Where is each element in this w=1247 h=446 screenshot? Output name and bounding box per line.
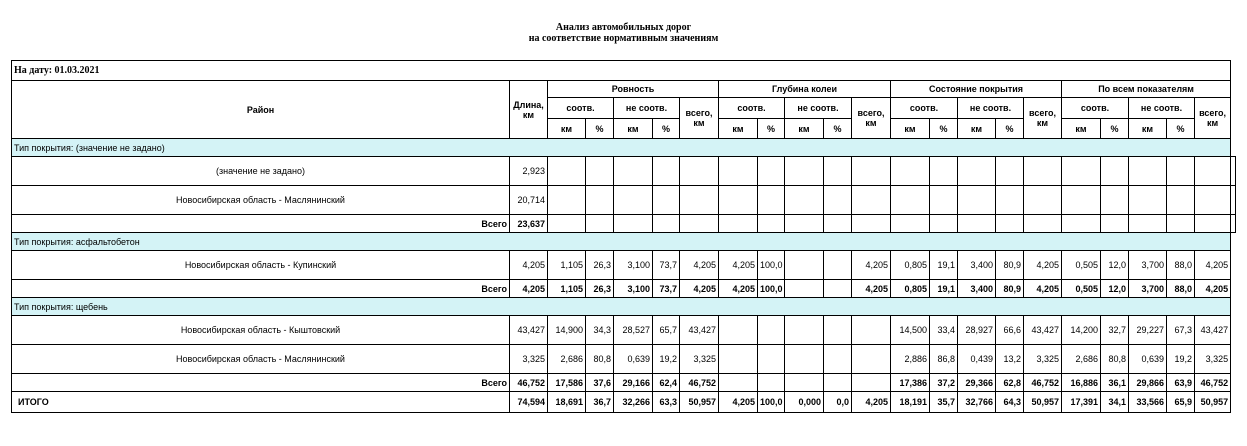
cell-value: 80,8: [1101, 345, 1129, 374]
cell-value: 0,505: [1062, 251, 1101, 280]
cell-value: [1167, 157, 1195, 186]
cell-value: 4,205: [680, 280, 719, 298]
cell-value: 4,205: [510, 251, 548, 280]
unit-km-header: км: [785, 119, 824, 139]
total-km-header-evenness: всего, км: [680, 98, 719, 139]
cell-value: 19,1: [930, 251, 958, 280]
cell-value: [653, 157, 680, 186]
district-name: Новосибирская область - Купинский: [12, 251, 510, 280]
cell-value: 0,505: [1062, 280, 1101, 298]
cell-value: [758, 215, 785, 233]
cell-value: 2,686: [1062, 345, 1101, 374]
cell-value: 3,700: [1129, 280, 1167, 298]
not-comply-header-rut-depth: не соотв.: [785, 98, 852, 119]
cell-value: [1129, 215, 1167, 233]
cell-value: [1231, 186, 1236, 215]
cell-value: 46,752: [1195, 374, 1231, 392]
cell-value: [586, 186, 614, 215]
unit-pct-header: %: [653, 119, 680, 139]
cell-value: 16,886: [1062, 374, 1101, 392]
cell-value: 3,100: [614, 251, 653, 280]
section-header-row: [12, 298, 1236, 316]
cell-value: 0,439: [958, 345, 996, 374]
cell-value: 4,205: [680, 251, 719, 280]
cell-value: [614, 157, 653, 186]
district-name: (значение не задано): [12, 157, 510, 186]
group-header-all-indicators: По всем показателям: [1062, 81, 1231, 98]
report-title: [0, 22, 1247, 44]
cell-value: 65,9: [1167, 392, 1195, 413]
cell-value: [785, 374, 824, 392]
cell-value: 0,639: [1129, 345, 1167, 374]
cell-value: 19,2: [1167, 345, 1195, 374]
cell-value: [614, 186, 653, 215]
report-table: [11, 60, 1236, 413]
section-label: Тип покрытия: асфальтобетон: [12, 233, 1231, 251]
cell-value: 73,7: [653, 280, 680, 298]
cell-value: 65,7: [653, 316, 680, 345]
unit-km-header: км: [1129, 119, 1167, 139]
group-header-evenness: Ровность: [548, 81, 719, 98]
cell-value: [785, 280, 824, 298]
cell-value: [852, 374, 891, 392]
cell-value: [1231, 157, 1236, 186]
cell-value: 43,427: [510, 316, 548, 345]
cell-value: 3,100: [614, 280, 653, 298]
unit-pct-header: %: [758, 119, 785, 139]
cell-value: 0,000: [785, 392, 824, 413]
cell-value: [1101, 186, 1129, 215]
cell-value: [719, 345, 758, 374]
cell-value: 63,3: [653, 392, 680, 413]
grand-total-row: [12, 392, 1236, 413]
cell-value: [958, 186, 996, 215]
cell-value: [1024, 215, 1062, 233]
cell-value: 32,7: [1101, 316, 1129, 345]
district-name: Новосибирская область - Маслянинский: [12, 186, 510, 215]
cell-value: 88,0: [1167, 280, 1195, 298]
cell-value: 4,205: [1195, 251, 1231, 280]
cell-value: [758, 374, 785, 392]
cell-value: [548, 157, 586, 186]
cell-value: [1167, 215, 1195, 233]
cell-value: [1062, 215, 1101, 233]
cell-value: [680, 186, 719, 215]
section-total-row: [12, 280, 1236, 298]
cell-value: [785, 251, 824, 280]
cell-value: [996, 186, 1024, 215]
cell-value: 74,594: [510, 392, 548, 413]
comply-header-rut-depth: соотв.: [719, 98, 785, 119]
cell-value: 66,6: [996, 316, 1024, 345]
table-row: [12, 316, 1236, 345]
cell-value: 14,900: [548, 316, 586, 345]
cell-value: 34,1: [1101, 392, 1129, 413]
cell-value: [891, 215, 930, 233]
cell-value: 4,205: [852, 280, 891, 298]
cell-value: [891, 157, 930, 186]
cell-value: [930, 186, 958, 215]
grand-total-label: ИТОГО: [12, 392, 510, 413]
table-row: [12, 345, 1236, 374]
cell-value: 36,7: [586, 392, 614, 413]
cell-value: 2,686: [548, 345, 586, 374]
cell-value: 3,400: [958, 280, 996, 298]
cell-value: 29,366: [958, 374, 996, 392]
cell-value: [785, 186, 824, 215]
cell-value: 50,957: [1195, 392, 1231, 413]
cell-value: [719, 316, 758, 345]
cell-value: 43,427: [680, 316, 719, 345]
unit-km-header: км: [1062, 119, 1101, 139]
cell-value: 4,205: [719, 251, 758, 280]
comply-header-evenness: соотв.: [548, 98, 614, 119]
cell-value: [824, 251, 852, 280]
not-comply-header-evenness: не соотв.: [614, 98, 680, 119]
table-row: [12, 157, 1236, 186]
total-km-header-rut-depth: всего, км: [852, 98, 891, 139]
cell-value: 4,205: [1195, 280, 1231, 298]
cell-value: [996, 215, 1024, 233]
cell-value: 26,3: [586, 280, 614, 298]
cell-value: 3,325: [510, 345, 548, 374]
cell-value: [785, 316, 824, 345]
comply-header-surface-state: соотв.: [891, 98, 958, 119]
cell-value: 37,6: [586, 374, 614, 392]
cell-value: 26,3: [586, 251, 614, 280]
cell-value: 33,566: [1129, 392, 1167, 413]
cell-value: 46,752: [510, 374, 548, 392]
cell-value: 88,0: [1167, 251, 1195, 280]
group-header-surface-state: Состояние покрытия: [891, 81, 1062, 98]
cell-value: [586, 215, 614, 233]
cell-value: [1062, 157, 1101, 186]
section-header-row: [12, 233, 1236, 251]
section-header-row: [12, 139, 1236, 157]
total-label: Всего: [12, 374, 510, 392]
unit-pct-header: %: [996, 119, 1024, 139]
cell-value: [930, 157, 958, 186]
cell-value: 35,7: [930, 392, 958, 413]
cell-value: [758, 316, 785, 345]
cell-value: [1062, 186, 1101, 215]
cell-value: 3,325: [1024, 345, 1062, 374]
cell-value: [1129, 186, 1167, 215]
cell-value: [1195, 215, 1231, 233]
unit-pct-header: %: [1101, 119, 1129, 139]
cell-value: 18,691: [548, 392, 586, 413]
cell-value: [680, 157, 719, 186]
cell-value: 0,639: [614, 345, 653, 374]
cell-value: [719, 215, 758, 233]
cell-value: 12,0: [1101, 280, 1129, 298]
cell-value: 4,205: [852, 251, 891, 280]
cell-value: [996, 157, 1024, 186]
cell-value: 20,714: [510, 186, 548, 215]
group-header-rut-depth: Глубина колеи: [719, 81, 891, 98]
cell-value: [614, 215, 653, 233]
cell-value: 28,527: [614, 316, 653, 345]
unit-km-header: км: [958, 119, 996, 139]
district-name: Новосибирская область - Маслянинский: [12, 345, 510, 374]
cell-value: 1,105: [548, 251, 586, 280]
cell-value: 50,957: [1024, 392, 1062, 413]
cell-value: 13,2: [996, 345, 1024, 374]
cell-value: [758, 157, 785, 186]
table-row: [12, 251, 1236, 280]
not-comply-header-all-indicators: не соотв.: [1129, 98, 1195, 119]
cell-value: 29,227: [1129, 316, 1167, 345]
section-total-row: [12, 215, 1236, 233]
cell-value: [930, 215, 958, 233]
cell-value: 17,586: [548, 374, 586, 392]
cell-value: [1129, 157, 1167, 186]
cell-value: [852, 345, 891, 374]
cell-value: 80,9: [996, 251, 1024, 280]
cell-value: 2,923: [510, 157, 548, 186]
cell-value: 18,191: [891, 392, 930, 413]
cell-value: [958, 215, 996, 233]
cell-value: 100,0: [758, 251, 785, 280]
cell-value: 63,9: [1167, 374, 1195, 392]
cell-value: 17,391: [1062, 392, 1101, 413]
unit-km-header: км: [548, 119, 586, 139]
cell-value: 50,957: [680, 392, 719, 413]
cell-value: [719, 186, 758, 215]
cell-value: [824, 345, 852, 374]
cell-value: 80,9: [996, 280, 1024, 298]
cell-value: 62,4: [653, 374, 680, 392]
not-comply-header-surface-state: не соотв.: [958, 98, 1024, 119]
total-km-header-all-indicators: всего, км: [1195, 98, 1231, 139]
length-header: Длина, км: [510, 81, 548, 139]
cell-value: 4,205: [1024, 280, 1062, 298]
cell-value: 23,637: [510, 215, 548, 233]
cell-value: [1101, 157, 1129, 186]
section-total-row: [12, 374, 1236, 392]
cell-value: [1195, 157, 1231, 186]
cell-value: [824, 280, 852, 298]
unit-pct-header: %: [1167, 119, 1195, 139]
cell-value: 4,205: [719, 392, 758, 413]
cell-value: [586, 157, 614, 186]
cell-value: 36,1: [1101, 374, 1129, 392]
cell-value: 0,0: [824, 392, 852, 413]
cell-value: 1,105: [548, 280, 586, 298]
cell-value: [548, 215, 586, 233]
cell-value: 12,0: [1101, 251, 1129, 280]
cell-value: 14,200: [1062, 316, 1101, 345]
cell-value: 73,7: [653, 251, 680, 280]
cell-value: 80,8: [586, 345, 614, 374]
cell-value: 4,205: [852, 392, 891, 413]
cell-value: 46,752: [1024, 374, 1062, 392]
cell-value: 33,4: [930, 316, 958, 345]
cell-value: 32,266: [614, 392, 653, 413]
unit-pct-header: %: [586, 119, 614, 139]
cell-value: [1024, 186, 1062, 215]
cell-value: 37,2: [930, 374, 958, 392]
cell-value: 43,427: [1024, 316, 1062, 345]
cell-value: 14,500: [891, 316, 930, 345]
cell-value: [1024, 157, 1062, 186]
unit-km-header: км: [614, 119, 653, 139]
cell-value: [1231, 215, 1236, 233]
cell-value: 2,886: [891, 345, 930, 374]
cell-value: 4,205: [510, 280, 548, 298]
cell-value: 43,427: [1195, 316, 1231, 345]
cell-value: [680, 215, 719, 233]
cell-value: 67,3: [1167, 316, 1195, 345]
cell-value: 0,805: [891, 280, 930, 298]
cell-value: 29,166: [614, 374, 653, 392]
cell-value: [1101, 215, 1129, 233]
report-title-line1: Анализ автомобильных дорог: [555, 22, 692, 33]
cell-value: 19,2: [653, 345, 680, 374]
section-label: Тип покрытия: (значение не задано): [12, 139, 1231, 157]
cell-value: 100,0: [758, 392, 785, 413]
cell-value: 3,325: [1195, 345, 1231, 374]
cell-value: 0,805: [891, 251, 930, 280]
district-header: Район: [12, 81, 510, 139]
cell-value: [719, 157, 758, 186]
cell-value: [758, 186, 785, 215]
cell-value: 28,927: [958, 316, 996, 345]
cell-value: 4,205: [719, 280, 758, 298]
cell-value: [548, 186, 586, 215]
cell-value: 17,386: [891, 374, 930, 392]
cell-value: [653, 186, 680, 215]
cell-value: 86,8: [930, 345, 958, 374]
cell-value: 32,766: [958, 392, 996, 413]
cell-value: [824, 157, 852, 186]
cell-value: [852, 157, 891, 186]
comply-header-all-indicators: соотв.: [1062, 98, 1129, 119]
cell-value: [1167, 186, 1195, 215]
total-label: Всего: [12, 215, 510, 233]
district-name: Новосибирская область - Кыштовский: [12, 316, 510, 345]
cell-value: [824, 316, 852, 345]
cell-value: [958, 157, 996, 186]
cell-value: 62,8: [996, 374, 1024, 392]
cell-value: [852, 316, 891, 345]
unit-km-header: км: [719, 119, 758, 139]
cell-value: [785, 215, 824, 233]
cell-value: [653, 215, 680, 233]
cell-value: [852, 186, 891, 215]
cell-value: 3,325: [680, 345, 719, 374]
total-label: Всего: [12, 280, 510, 298]
cell-value: 100,0: [758, 280, 785, 298]
cell-value: [758, 345, 785, 374]
cell-value: 29,866: [1129, 374, 1167, 392]
unit-km-header: км: [891, 119, 930, 139]
cell-value: 46,752: [680, 374, 719, 392]
cell-value: [824, 215, 852, 233]
cell-value: [1195, 186, 1231, 215]
total-km-header-surface-state: всего, км: [1024, 98, 1062, 139]
cell-value: [891, 186, 930, 215]
cell-value: [785, 157, 824, 186]
cell-value: [824, 374, 852, 392]
cell-value: 3,400: [958, 251, 996, 280]
cell-value: [785, 345, 824, 374]
unit-pct-header: %: [930, 119, 958, 139]
cell-value: [719, 374, 758, 392]
cell-value: 34,3: [586, 316, 614, 345]
cell-value: [824, 186, 852, 215]
table-row: [12, 186, 1236, 215]
cell-value: 19,1: [930, 280, 958, 298]
section-label: Тип покрытия: щебень: [12, 298, 1231, 316]
cell-value: 3,700: [1129, 251, 1167, 280]
cell-value: 4,205: [1024, 251, 1062, 280]
cell-value: [852, 215, 891, 233]
cell-value: 64,3: [996, 392, 1024, 413]
report-date: На дату: 01.03.2021: [12, 61, 1231, 81]
unit-pct-header: %: [824, 119, 852, 139]
report-title-line2: на соответствие нормативным значениям: [528, 33, 719, 44]
